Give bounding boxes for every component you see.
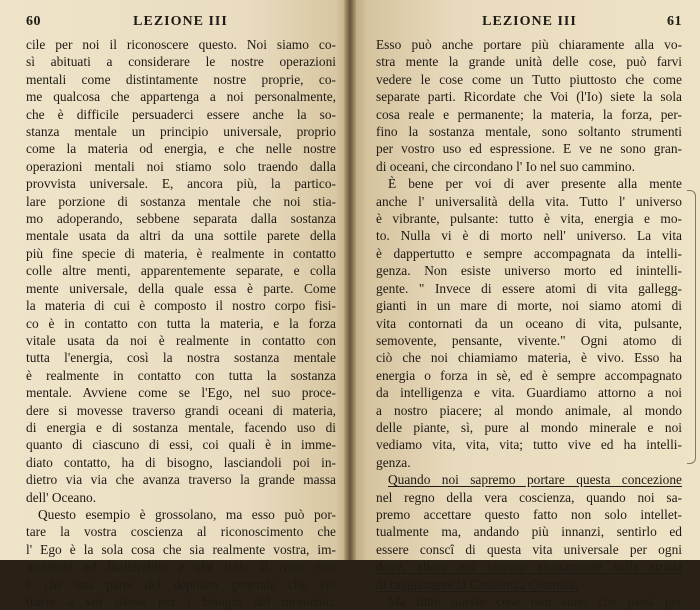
text-line: a nostro piacere; al mondo animale, al mondo	[376, 402, 682, 418]
text-line: vitale usata da noi è realmente in contatto con	[26, 332, 336, 348]
text-line: Esso può anche portare più chiaramente alla vo-	[376, 37, 682, 52]
text-line: Questo esempio è grossolano, ma esso può por-	[38, 506, 336, 522]
text-line: gente. " Invece di essere atomi di vita gallegg-	[376, 280, 682, 296]
text-line: mutabile ed inalterabile e che tutto il resto non	[26, 559, 336, 575]
text-line: mente universale, della quale essa è parte. Come	[26, 280, 336, 296]
underlined-text-line: di raggiungere la Coscienza Cosmica.	[376, 576, 579, 592]
text-line: me qualcosa che appartenga a noi personalmente,	[26, 89, 336, 105]
text-line: nel regno della vera coscienza, quando noi sa-	[376, 489, 682, 505]
text-line: di oceani, che circondano l' Io nel suo cammino.	[376, 158, 635, 174]
text-line: È bene per voi di aver presente alla mente	[388, 176, 682, 192]
left-page-title: LEZIONE III	[133, 14, 228, 29]
right-page-number: 61	[667, 14, 682, 29]
text-line: l' Ego è la sola cosa che sia realmente vostra, im-	[26, 541, 336, 557]
text-line: ciò che noi chiamiamo materia, è vivo. Esso ha	[376, 350, 682, 366]
text-line: provvista universale. E, ancora più, la partico-	[26, 176, 336, 192]
right-page	[350, 0, 700, 609]
text-line: che è difficile persuaderci essere anche la so-	[26, 106, 336, 122]
right-page-header	[376, 14, 682, 30]
margin-bracket-mark	[687, 190, 696, 464]
text-line: mentali come distintamente nostre proprie, co-	[26, 71, 336, 87]
text-line: di energia e di sostanza mentale, facendo uso di	[26, 419, 336, 435]
text-line: come la materia od energia, e che nelle nostre	[26, 141, 336, 157]
text-line: più fine specie di materia, è realmente in contatto	[26, 245, 336, 261]
text-line: dietro via via che avanza traverso la grande massa	[26, 472, 336, 488]
text-line: stra mente la grande unità delle cose, può farvi	[376, 54, 682, 70]
text-line: anche l' universalità della vita. Tutto l' universo	[376, 193, 682, 209]
text-line: gianti in un mare di morte, noi siamo atomi di	[376, 298, 682, 314]
text-line: co è in contatto con tutta la materia, e la forza	[26, 315, 336, 331]
left-page-header	[26, 14, 336, 30]
text-line: Ma tutte queste cose non sono che passi per	[388, 594, 682, 609]
text-line: cosa reale e permanente; la materia, la forza, per-	[376, 106, 682, 122]
text-line: dere si movesse traverso grandi oceani di materia,	[26, 402, 336, 418]
text-line: colle altre menti, apparentemente separate, e colla	[26, 263, 336, 279]
underlined-text-line: Quando noi sapremo portare questa concezione	[388, 472, 682, 488]
text-line: genza.	[376, 454, 411, 470]
text-line: la materia di cui è composto il nostro corpo fisi-	[26, 298, 336, 314]
text-line: traete a voi stesso per i bisogni del momento.	[26, 594, 336, 609]
text-line: operazioni mentali noi stiamo solo traendo dalla	[26, 158, 336, 174]
text-line: dell' Oceano.	[26, 489, 97, 505]
text-line: delle piante, sì, pure al mondo minerale e noi	[376, 419, 682, 435]
text-line: da intelligenza e vita. Guardiamo attorno a noi	[376, 385, 682, 401]
text-line: essere conscî di questa vita universale per ogni	[376, 541, 682, 557]
text-line: è che una parte del deposito generale che voi	[26, 576, 336, 592]
text-line: premo accettare questo fatto non solo intellet-	[376, 506, 682, 522]
text-line: stanza mentale un principio universale, proprio	[26, 124, 336, 140]
text-line: separate parti. Ricordate che Voi (l'Io) siete la sola	[376, 89, 682, 105]
text-line: quanto di ciascuno di essi, coi quali è in imme-	[26, 437, 336, 453]
text-line: tualmente ma, andando più innanzi, sentirlo ed	[376, 524, 682, 540]
left-page-body	[26, 36, 336, 610]
text-line: per vostro uso ed espressione. E ve ne sono gran-	[376, 141, 682, 157]
text-line: to. Nulla vi è di morto nell' universo. La vita	[376, 228, 682, 244]
text-line: sì abituati a considerare le nostre operazioni	[26, 54, 336, 70]
text-line: mentale. Avviene come se l'Ego, nel suo proce-	[26, 385, 336, 401]
underlined-text-line: dove, allora noi saremo sicuramente sulla strada	[376, 559, 682, 575]
text-line: tare la vostra coscienza al riconoscimento che	[26, 524, 336, 540]
text-line: è dappertutto e sempre accompagnata da intelli-	[376, 245, 682, 261]
text-line: è vibrante, pulsante: tutto è vita, energia e mo-	[376, 211, 682, 227]
text-line: lare porzione di sostanza mentale che noi stia-	[26, 193, 336, 209]
text-line: mo adoperando, sebbene separata dalla sostanza	[26, 211, 336, 227]
text-line: è realmente in contatto con tutta la sostanza	[26, 367, 336, 383]
text-line: fino la sostanza mentale, sono soltanto strumenti	[376, 124, 682, 140]
text-line: vedere le cose come un Tutto piuttosto che come	[376, 71, 682, 87]
text-line: vediamo vita, vita, vita; tutto vive ed ha intelli-	[376, 437, 682, 453]
text-line: semovente, pensante, vivente." Ogni atomo di	[376, 332, 682, 348]
left-page	[0, 0, 350, 609]
text-line: diato contatto, ha di bisogno, lasciandoli poi in-	[26, 454, 336, 470]
text-line: cile per noi il riconoscere questo. Noi siamo co-	[26, 37, 336, 52]
book-gutter	[344, 0, 356, 560]
right-page-title: LEZIONE III	[482, 14, 577, 29]
right-page-body	[376, 36, 682, 610]
text-line: genza. Non esiste universo morto ed inintelli-	[376, 263, 682, 279]
left-page-number: 60	[26, 14, 41, 29]
text-line: tutta l'energia, così la nostra sostanza mentale	[26, 350, 336, 366]
text-line: energia o forza in sè, ed è sempre accompagnato	[376, 367, 682, 383]
text-line: vita contornati da un oceano di vita, pulsante,	[376, 315, 682, 331]
text-line: mentale usata da altri da una sottile parete della	[26, 228, 336, 244]
